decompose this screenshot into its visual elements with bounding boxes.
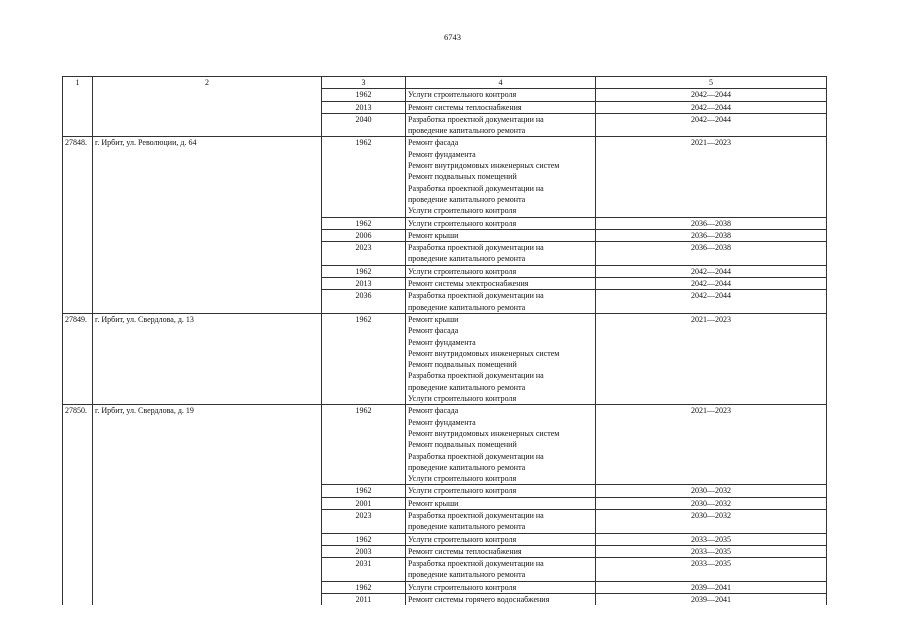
header-col-5: 5: [596, 77, 827, 89]
work-item: Разработка проектной документации на: [408, 451, 544, 461]
year-cell: 1962: [322, 265, 406, 277]
house-number-cell: [63, 217, 93, 229]
period-cell: 2042—2044: [596, 278, 827, 290]
house-number-cell: [63, 558, 93, 582]
work-item: Услуги строительного контроля: [408, 394, 517, 404]
house-number-cell: [63, 265, 93, 277]
work-item: Ремонт фундамента: [408, 337, 476, 347]
work-item: Услуги строительного контроля: [408, 266, 517, 276]
house-number-cell: [63, 497, 93, 509]
works-cell: [406, 290, 596, 314]
work-item: Разработка проектной документации на: [408, 243, 544, 253]
year-cell: 2001: [322, 497, 406, 509]
work-item: Разработка проектной документации на: [408, 183, 544, 193]
address-cell: [93, 558, 322, 582]
table-row: [63, 485, 827, 497]
work-item: проведение капитального ремонта: [408, 126, 526, 136]
period-cell: 2036—2038: [596, 242, 827, 266]
works-cell: [406, 485, 596, 497]
year-cell: 1962: [322, 89, 406, 101]
year-cell: 2036: [322, 290, 406, 314]
address-cell: [93, 533, 322, 545]
year-cell: 2031: [322, 558, 406, 582]
work-item: проведение капитального ремонта: [408, 462, 526, 472]
table-row: [63, 217, 827, 229]
table-row: [63, 290, 827, 314]
work-item: Услуги строительного контроля: [408, 474, 517, 484]
works-cell: [406, 509, 596, 533]
work-item: Разработка проектной документации на: [408, 510, 544, 520]
table-row: [63, 89, 827, 101]
works-cell: [406, 278, 596, 290]
works-cell: [406, 89, 596, 101]
house-number-cell: 27849.: [63, 313, 93, 404]
table-row: [63, 313, 827, 404]
period-cell: 2042—2044: [596, 113, 827, 137]
works-cell: [406, 313, 596, 404]
house-number-cell: [63, 113, 93, 137]
period-cell: 2021—2023: [596, 313, 827, 404]
address-cell: [93, 545, 322, 557]
house-number-cell: [63, 581, 93, 593]
header-col-4: 4: [406, 77, 596, 89]
period-cell: 2033—2035: [596, 545, 827, 557]
work-item: Услуги строительного контроля: [408, 486, 517, 496]
year-cell: 1962: [322, 217, 406, 229]
page-number: 6743: [444, 32, 461, 42]
work-item: Ремонт системы электроснабжения: [408, 279, 529, 289]
table-row: [63, 265, 827, 277]
works-cell: [406, 405, 596, 485]
work-item: Ремонт фундамента: [408, 149, 476, 159]
table-header: [63, 77, 827, 89]
year-cell: 1962: [322, 581, 406, 593]
period-cell: 2030—2032: [596, 509, 827, 533]
work-item: Ремонт системы теплоснабжения: [408, 546, 522, 556]
address-cell: [93, 229, 322, 241]
house-number-cell: [63, 509, 93, 533]
table-row: [63, 533, 827, 545]
house-number-cell: [63, 242, 93, 266]
address-cell: г. Ирбит, ул. Свердлова, д. 19: [93, 405, 322, 485]
house-number-cell: [63, 89, 93, 101]
header-row: [63, 77, 827, 89]
address-cell: [93, 242, 322, 266]
house-number-cell: [63, 533, 93, 545]
table-body: [63, 89, 827, 606]
work-item: Ремонт подвальных помещений: [408, 360, 517, 370]
work-item: Ремонт системы горячего водоснабжения: [408, 595, 550, 605]
work-item: Ремонт фундамента: [408, 417, 476, 427]
house-number-cell: 27850.: [63, 405, 93, 485]
work-item: проведение капитального ремонта: [408, 302, 526, 312]
works-cell: [406, 581, 596, 593]
address-cell: [93, 497, 322, 509]
work-item: проведение капитального ремонта: [408, 570, 526, 580]
header-col-2: 2: [93, 77, 322, 89]
work-item: Разработка проектной документации на: [408, 114, 544, 124]
table-row: [63, 594, 827, 606]
house-number-cell: [63, 278, 93, 290]
address-cell: г. Ирбит, ул. Свердлова, д. 13: [93, 313, 322, 404]
address-cell: [93, 89, 322, 101]
period-cell: 2030—2032: [596, 485, 827, 497]
period-cell: 2036—2038: [596, 217, 827, 229]
year-cell: 1962: [322, 313, 406, 404]
table-row: [63, 497, 827, 509]
period-cell: 2039—2041: [596, 594, 827, 606]
works-cell: [406, 217, 596, 229]
address-cell: [93, 265, 322, 277]
year-cell: 1962: [322, 137, 406, 217]
period-cell: 2021—2023: [596, 405, 827, 485]
work-item: Ремонт подвальных помещений: [408, 172, 517, 182]
address-cell: [93, 278, 322, 290]
year-cell: 2023: [322, 242, 406, 266]
year-cell: 2011: [322, 594, 406, 606]
work-item: проведение капитального ремонта: [408, 382, 526, 392]
header-col-1: 1: [63, 77, 93, 89]
work-item: Услуги строительного контроля: [408, 582, 517, 592]
year-cell: 1962: [322, 485, 406, 497]
house-number-cell: [63, 545, 93, 557]
works-cell: [406, 594, 596, 606]
work-item: Ремонт фасада: [408, 326, 459, 336]
period-cell: 2042—2044: [596, 101, 827, 113]
period-cell: 2042—2044: [596, 290, 827, 314]
table-row: [63, 101, 827, 113]
capital-repair-table: [62, 76, 827, 605]
table-row: [63, 509, 827, 533]
works-cell: [406, 137, 596, 217]
table-row: [63, 113, 827, 137]
table-row: [63, 137, 827, 217]
address-cell: [93, 581, 322, 593]
year-cell: 1962: [322, 405, 406, 485]
works-cell: [406, 558, 596, 582]
work-item: Ремонт крыши: [408, 314, 459, 324]
table-row: [63, 229, 827, 241]
table-row: [63, 242, 827, 266]
address-cell: [93, 101, 322, 113]
work-item: Разработка проектной документации на: [408, 291, 544, 301]
address-cell: [93, 113, 322, 137]
year-cell: 2003: [322, 545, 406, 557]
header-col-3: 3: [322, 77, 406, 89]
work-item: Ремонт системы теплоснабжения: [408, 102, 522, 112]
house-number-cell: [63, 229, 93, 241]
period-cell: 2042—2044: [596, 89, 827, 101]
year-cell: 2013: [322, 101, 406, 113]
year-cell: 2040: [322, 113, 406, 137]
address-cell: [93, 217, 322, 229]
work-item: Услуги строительного контроля: [408, 218, 517, 228]
work-item: проведение капитального ремонта: [408, 194, 526, 204]
work-item: Разработка проектной документации на: [408, 559, 544, 569]
work-item: Услуги строительного контроля: [408, 534, 517, 544]
works-cell: [406, 533, 596, 545]
period-cell: 2039—2041: [596, 581, 827, 593]
work-item: Ремонт внутридомовых инженерных систем: [408, 428, 560, 438]
work-item: Ремонт фасада: [408, 406, 459, 416]
work-item: Ремонт фасада: [408, 138, 459, 148]
table-row: [63, 545, 827, 557]
works-cell: [406, 545, 596, 557]
work-item: Ремонт крыши: [408, 498, 459, 508]
work-item: проведение капитального ремонта: [408, 254, 526, 264]
work-item: Разработка проектной документации на: [408, 371, 544, 381]
work-item: Услуги строительного контроля: [408, 90, 517, 100]
period-cell: 2030—2032: [596, 497, 827, 509]
address-cell: [93, 290, 322, 314]
year-cell: 2006: [322, 229, 406, 241]
table-row: [63, 405, 827, 485]
table-row: [63, 558, 827, 582]
house-number-cell: [63, 101, 93, 113]
works-cell: [406, 265, 596, 277]
address-cell: [93, 509, 322, 533]
works-cell: [406, 101, 596, 113]
table-row: [63, 581, 827, 593]
period-cell: 2033—2035: [596, 558, 827, 582]
address-cell: [93, 485, 322, 497]
period-cell: 2021—2023: [596, 137, 827, 217]
address-cell: г. Ирбит, ул. Революции, д. 64: [93, 137, 322, 217]
period-cell: 2033—2035: [596, 533, 827, 545]
year-cell: 1962: [322, 533, 406, 545]
work-item: Услуги строительного контроля: [408, 206, 517, 216]
house-number-cell: 27848.: [63, 137, 93, 217]
house-number-cell: [63, 594, 93, 606]
year-cell: 2023: [322, 509, 406, 533]
work-item: Ремонт внутридомовых инженерных систем: [408, 161, 560, 171]
house-number-cell: [63, 485, 93, 497]
work-item: Ремонт крыши: [408, 230, 459, 240]
work-item: Ремонт внутридомовых инженерных систем: [408, 348, 560, 358]
house-number-cell: [63, 290, 93, 314]
work-item: проведение капитального ремонта: [408, 522, 526, 532]
work-item: Ремонт подвальных помещений: [408, 440, 517, 450]
works-cell: [406, 229, 596, 241]
address-cell: [93, 594, 322, 606]
year-cell: 2013: [322, 278, 406, 290]
table-row: [63, 278, 827, 290]
works-cell: [406, 497, 596, 509]
period-cell: 2042—2044: [596, 265, 827, 277]
works-cell: [406, 113, 596, 137]
period-cell: 2036—2038: [596, 229, 827, 241]
works-cell: [406, 242, 596, 266]
